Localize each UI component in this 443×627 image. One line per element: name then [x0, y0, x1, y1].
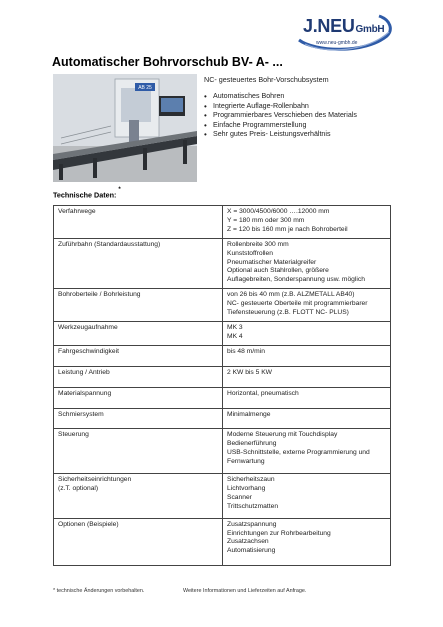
spec-key-line: Materialspannung — [58, 389, 112, 397]
spec-key-line: Optionen (Beispiele) — [58, 520, 119, 528]
spec-value-line: Y = 180 mm oder 300 mm — [227, 216, 305, 224]
table-row — [54, 387, 391, 408]
spec-value-line: Lichtvorhang — [227, 484, 266, 492]
spec-key — [54, 387, 223, 408]
footnote-left: * technische Änderungen vorbehalten. — [53, 588, 145, 594]
spec-key — [54, 366, 223, 387]
spec-value-line: bis 48 m/min — [227, 347, 265, 355]
spec-key-line: Schmiersystem — [58, 410, 104, 418]
spec-value-line: Horizontal, pneumatisch — [227, 389, 299, 397]
spec-value — [223, 474, 391, 519]
intro-text: NC- gesteuertes Bohr-Vorschubsystem — [204, 75, 329, 84]
spec-key — [54, 206, 223, 239]
spec-value-line: Fernwartung — [227, 458, 265, 466]
spec-value — [223, 289, 391, 322]
spec-value-line: NC- gesteuerte Oberteile mit programmierbarer — [227, 300, 368, 308]
spec-key-line: Fahrgeschwindigkeit — [58, 347, 119, 355]
spec-key-line: (z.T. optional) — [58, 484, 99, 492]
spec-value — [223, 518, 391, 566]
page-title: Automatischer Bohrvorschub BV- A- ... — [52, 55, 283, 69]
spec-key-line: Verfahrwege — [58, 208, 96, 215]
spec-key — [54, 408, 223, 429]
spec-value-line: Automatisierung — [227, 547, 276, 555]
spec-key — [54, 321, 223, 345]
spec-value-line: Zusatzachsen — [227, 538, 269, 546]
spec-value-line: Optional auch Stahlrollen, größere — [227, 267, 329, 275]
spec-value-line: Auflagebreiten, Sonderspannung usw. möglich — [227, 276, 365, 284]
spec-value-line: Moderne Steuerung mit Touchdisplay — [227, 431, 338, 439]
spec-value-line: X = 3000/4500/6000 ….12000 mm — [227, 208, 330, 215]
company-logo — [295, 10, 395, 52]
spec-key — [54, 238, 223, 289]
machine-photo — [53, 74, 197, 182]
spec-key-line: Werkzeugaufnahme — [58, 323, 118, 331]
spec-key-line: Bohroberteile / Bohrleistung — [58, 291, 141, 299]
machine-badge: AB 25 — [138, 85, 152, 92]
table-row — [54, 206, 391, 239]
specs-table — [53, 205, 391, 566]
table-row — [54, 321, 391, 345]
list-item: • Einfache Programmerstellung — [204, 121, 357, 131]
spec-value-line: MK 3 — [227, 323, 243, 331]
table-row — [54, 408, 391, 429]
spec-value-line: MK 4 — [227, 332, 243, 340]
spec-value-line: Minimalmenge — [227, 410, 271, 418]
spec-value-line: USB-Schnittstelle, externe Programmierung und — [227, 449, 370, 457]
spec-value — [223, 238, 391, 289]
table-row — [54, 289, 391, 322]
list-item: • Integrierte Auflage-Rollenbahn — [204, 102, 357, 112]
spec-value-line: Rollenbreite 300 mm — [227, 240, 289, 248]
list-item: • Automatisches Bohren — [204, 92, 357, 102]
spec-value — [223, 387, 391, 408]
logo-brand: J.NEUGmbH — [303, 16, 385, 36]
table-row — [54, 238, 391, 289]
spec-value-line: Bedienerführung — [227, 440, 277, 448]
table-row — [54, 518, 391, 566]
spec-value-line: 2 KW bis 5 KW — [227, 368, 272, 376]
spec-key — [54, 518, 223, 566]
spec-value-line: Tiefensteuerung (z.B. FLOTT NC- PLUS) — [227, 309, 349, 317]
spec-key — [54, 289, 223, 322]
list-item: • Programmierbares Verschieben des Materials — [204, 111, 357, 121]
spec-value — [223, 206, 391, 239]
spec-value-line: Trittschutzmatten — [227, 502, 279, 510]
spec-value — [223, 345, 391, 366]
spec-value-line: Z = 120 bis 160 mm je nach Bohroberteil — [227, 225, 348, 233]
spec-key-line: Zuführbahn (Standardausstattung) — [58, 240, 161, 248]
table-row — [54, 366, 391, 387]
table-row — [54, 474, 391, 519]
feature-list — [204, 92, 357, 140]
spec-value-line: Zusatzspannung — [227, 520, 277, 528]
spec-value-line: von 26 bis 40 mm (z.B. ALZMETALL AB40) — [227, 291, 355, 299]
logo-url: www.neu-gmbh.de — [316, 40, 358, 46]
spec-value-line: Einrichtungen zur Rohrbearbeitung — [227, 529, 331, 537]
spec-value-line: Pneumatischer Materialgreifer — [227, 258, 317, 266]
spec-value-line: Sicherheitszaun — [227, 476, 275, 484]
footnote-right: Weitere Informationen und Lieferzeiten auf Anfrage. — [183, 588, 307, 594]
spec-key — [54, 429, 223, 474]
spec-key — [54, 345, 223, 366]
spec-value — [223, 429, 391, 474]
spec-key-line: Sicherheitseinrichtungen — [58, 476, 132, 484]
list-item: • Sehr gutes Preis- Leistungsverhältnis — [204, 130, 357, 140]
spec-value — [223, 366, 391, 387]
table-row — [54, 345, 391, 366]
spec-value-line: Scanner — [227, 493, 252, 501]
table-row — [54, 429, 391, 474]
spec-value — [223, 321, 391, 345]
spec-value — [223, 408, 391, 429]
spec-value-line: Kunststoffrollen — [227, 249, 273, 257]
tech-data-heading: Technische Daten:* — [53, 187, 121, 200]
spec-key — [54, 474, 223, 519]
footnote-mark: * — [118, 187, 121, 193]
spec-key-line: Leistung / Antrieb — [58, 368, 110, 376]
spec-key-line: Steuerung — [58, 431, 89, 439]
